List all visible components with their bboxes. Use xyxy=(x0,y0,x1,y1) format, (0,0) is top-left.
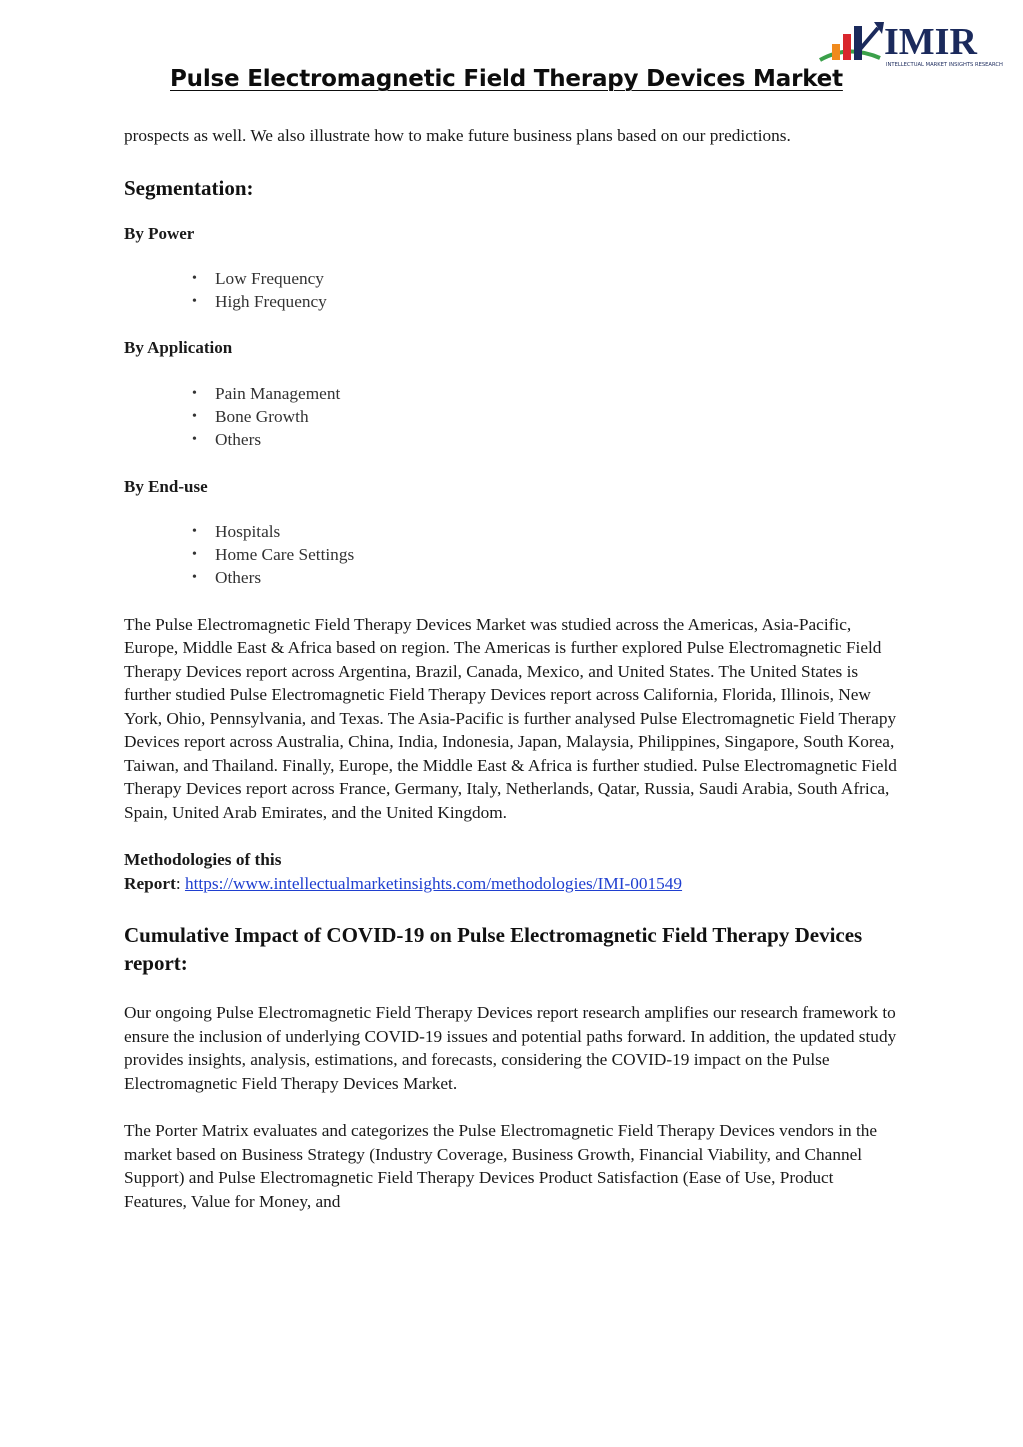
application-list xyxy=(124,382,899,452)
imir-logo xyxy=(818,14,1004,70)
document-title: Pulse Electromagnetic Field Therapy Devices Market xyxy=(170,66,843,92)
covid-paragraph: Our ongoing Pulse Electromagnetic Field Therapy Devices report research amplifies our research framework to ensure the inclusion of underlying COVID-19 issues and potential paths forward. In addition, the updated study provides insights, analysis, estimations, and forecasts, considering the COVID-19 impact on the Pulse Electromagnetic Field Therapy Devices Market. xyxy=(124,1003,897,1093)
covid-heading: Cumulative Impact of COVID-19 on Pulse Electromagnetic Field Therapy Devices report: xyxy=(124,923,863,976)
list-item: • Hospitals xyxy=(124,520,899,543)
segment-title-power: By Power xyxy=(124,223,195,243)
segment-title-end-use: By End-use xyxy=(124,476,208,496)
intro-paragraph: prospects as well. We also illustrate how to make future business plans based on our predictions. xyxy=(124,126,791,145)
porter-paragraph: The Porter Matrix evaluates and categorizes the Pulse Electromagnetic Field Therapy Devices vendors in the market based on Business Strategy (Industry Coverage, Business Growth, Financial Viability, and Channel Support) and Pulse Electromagnetic Field Therapy Devices Product Satisfaction (Ease of Use, Product Features, Value for Money, and xyxy=(124,1121,878,1211)
logo-graphic-icon xyxy=(818,14,1004,70)
methodology-link[interactable]: https://www.intellectualmarketinsights.com/methodologies/IMI-001549 xyxy=(184,873,683,893)
list-item: • Low Frequency xyxy=(124,267,899,290)
list-item: • Bone Growth xyxy=(124,405,899,428)
segmentation-heading: Segmentation: xyxy=(124,175,254,200)
list-item: • Home Care Settings xyxy=(124,543,899,566)
list-item: • Others xyxy=(124,566,899,589)
end-use-list xyxy=(124,520,899,590)
region-paragraph: The Pulse Electromagnetic Field Therapy Devices Market was studied across the Americas, Asia-Pacific, Europe, Middle East & Africa based on region. The Americas is further explored Pulse Electromagnetic Field Therapy Devices report across Argentina, Brazil, Canada, Mexico, and United States. The United States is further studied Pulse Electromagnetic Field Therapy Devices report across California, Florida, Illinois, New York, Ohio, Pennsylvania, and Texas. The Asia-Pacific is further analysed Pulse Electromagnetic Field Therapy Devices report across Australia, China, India, Indonesia, Japan, Malaysia, Philippines, Singapore, South Korea, Taiwan, and Thailand. Finally, Europe, the Middle East & Africa is further studied. Pulse Electromagnetic Field Therapy Devices report across France, Germany, Italy, Netherlands, Qatar, Russia, Saudi Arabia, South Africa, Spain, United Arab Emirates, and the United Kingdom. xyxy=(124,614,897,822)
power-list xyxy=(124,267,899,313)
methodologies-label: Methodologies of this xyxy=(124,850,282,870)
list-item: • Pain Management xyxy=(124,382,899,405)
report-label: Report xyxy=(124,873,176,893)
list-item: • High Frequency xyxy=(124,290,899,313)
document-body xyxy=(124,124,899,1213)
list-item: • Others xyxy=(124,428,899,451)
logo-text: IMIR xyxy=(884,21,977,63)
segment-title-application: By Application xyxy=(124,338,233,358)
logo-tagline: INTELLECTUAL MARKET INSIGHTS RESEARCH xyxy=(886,62,1003,68)
methodologies-block: Methodologies of this Report: https://www.intellectualmarketinsights.com/methodologies/IMI-001549 xyxy=(124,850,683,893)
